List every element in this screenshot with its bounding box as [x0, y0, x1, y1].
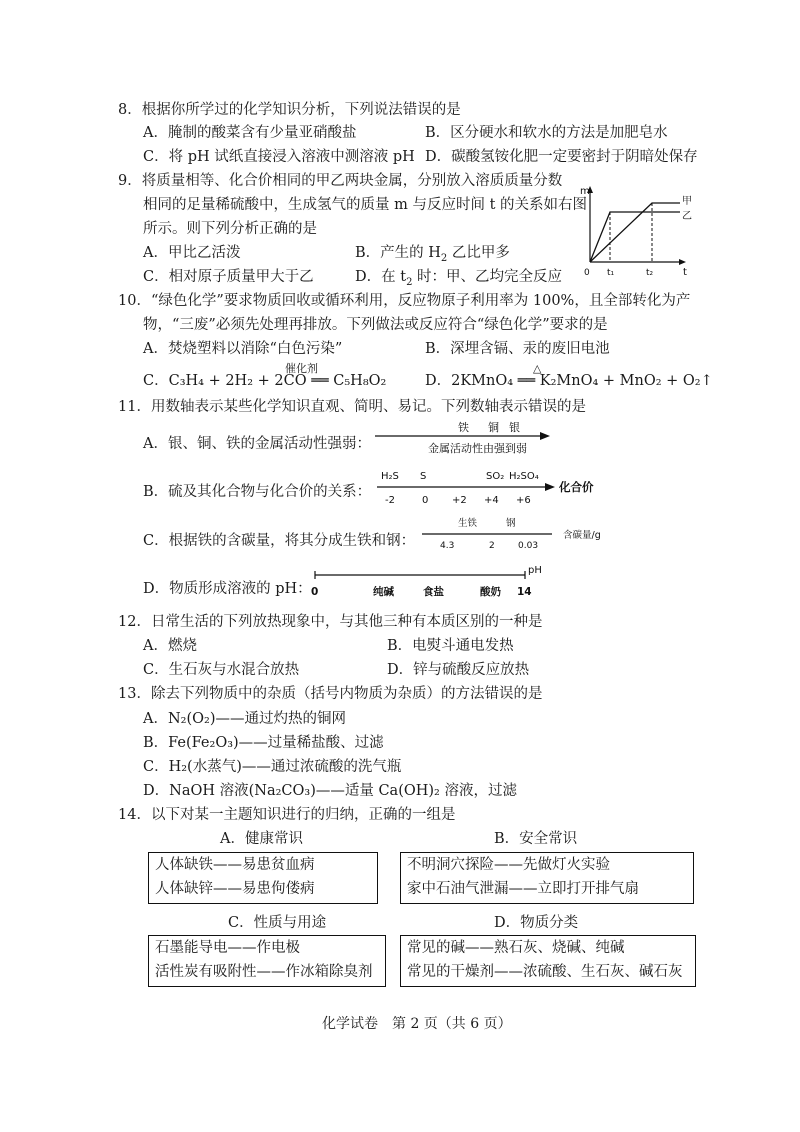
q11-d-axis	[305, 563, 555, 605]
label-ag: 银	[509, 421, 520, 434]
q10-stem-line2: 物，“三废”必须先处理再排放。下列做法或反应符合“绿色化学”要求的是	[143, 317, 608, 333]
t1-label: t₁	[607, 268, 615, 277]
q14-b-title: B．安全常识	[494, 831, 578, 847]
tick-soda-ash: 纯碱	[373, 586, 394, 598]
q12-stem: 12．日常生活的下列放热现象中，与其他三种有本质区别的一种是	[118, 614, 543, 630]
q9-mass-time-graph	[580, 182, 695, 277]
q9-option-c: C．相对原子质量甲大于乙	[143, 269, 314, 285]
q9-option-a: A．甲比乙活泼	[143, 245, 241, 261]
q8-option-d: D．碳酸氢铵化肥一定要密封于阴暗处保存	[425, 149, 698, 165]
label-steel: 钢	[506, 518, 516, 529]
q11-a-axis	[370, 418, 555, 460]
q9-option-b: B．产生的 $H_2$ 乙比甲多	[355, 245, 510, 264]
q10-option-d: D．2KMnO₄ ══ K₂MnO₄ + MnO₂ + O₂↑	[425, 373, 713, 389]
x-axis-arrow	[679, 259, 686, 265]
q12-option-d: D．锌与硫酸反应放热	[387, 662, 530, 678]
q8-stem: 8．根据你所学过的化学知识分析，下列说法错误的是	[118, 102, 461, 118]
b-axis-end-label: 化合价	[559, 480, 594, 494]
tick-0: 0	[422, 495, 429, 506]
d-axis-end-label: pH	[528, 565, 542, 576]
q13-option-b: B．Fe(Fe₂O₃)——过量稀盐酸、过滤	[143, 735, 384, 751]
c-axis-end-label: 含碳量/g	[563, 530, 601, 541]
label-s: S	[420, 471, 427, 482]
q11-d-text: D．物质形成溶液的 pH：	[143, 581, 312, 597]
q10-option-b: B．深埋含镉、汞的废旧电池	[425, 341, 610, 357]
q14-stem: 14．以下对某一主题知识进行的归纳，正确的一组是	[118, 807, 456, 823]
origin-label: 0	[584, 268, 590, 277]
tick-4-3: 4.3	[440, 541, 455, 551]
tick-ph14: 14	[517, 586, 532, 598]
q11-b-text: B．硫及其化合物与化合价的关系：	[143, 484, 372, 500]
series-jia-label: 甲	[682, 196, 692, 207]
y-axis-label: m	[580, 186, 590, 197]
label-so2: SO₂	[486, 471, 505, 482]
q8-option-b: B．区分硬水和软水的方法是加肥皂水	[425, 125, 668, 141]
tick-plus2: +2	[452, 495, 467, 506]
q14-c-line1: 石墨能导电——作电极	[155, 940, 300, 956]
q14-d-line2: 常见的干燥剂——浓硫酸、生石灰、碱石灰	[407, 964, 683, 980]
q10-stem-line1: 10．“绿色化学”要求物质回收或循环利用，反应物原子利用率为 100%，且全部转化为产	[118, 293, 691, 309]
q10-option-a: A．焚烧塑料以消除“白色污染”	[143, 341, 343, 357]
tick-salt: 食盐	[423, 586, 444, 598]
q8-option-a: A．腌制的酸菜含有少量亚硝酸盐	[143, 125, 357, 141]
q14-c-line2: 活性炭有吸附性——作冰箱除臭剂	[155, 964, 373, 980]
q8-option-c: C．将 pH 试纸直接浸入溶液中测溶液 pH	[143, 149, 415, 165]
x-axis-label: t	[683, 267, 687, 277]
q13-option-c: C．H₂(水蒸气)——通过浓硫酸的洗气瓶	[143, 759, 402, 775]
tick-0-03: 0.03	[518, 541, 539, 551]
label-fe: 铁	[458, 421, 469, 434]
a-axis-arrow	[540, 432, 550, 440]
q13-stem: 13．除去下列物质中的杂质（括号内物质为杂质）的方法错误的是	[118, 686, 543, 702]
q9-stem-line1: 9．将质量相等、化合价相同的甲乙两块金属，分别放入溶质质量分数	[118, 173, 563, 189]
label-pig-iron: 生铁	[458, 518, 478, 529]
t2-label: t₂	[646, 268, 654, 277]
tick-yogurt: 酸奶	[480, 586, 501, 598]
page-footer: 化学试卷 第 2 页（共 6 页）	[322, 1016, 512, 1032]
q11-a-text: A．银、铜、铁的金属活动性强弱：	[143, 436, 371, 452]
a-axis-caption: 金属活动性由强到弱	[428, 442, 527, 455]
q10-c-condition: 催化剂	[285, 362, 318, 375]
tick-neg2: -2	[385, 495, 395, 506]
q12-option-c: C．生石灰与水混合放热	[143, 662, 300, 678]
q11-stem: 11．用数轴表示某些化学知识直观、简明、易记。下列数轴表示错误的是	[118, 399, 586, 415]
label-h2s: H₂S	[381, 471, 399, 482]
q9-stem-line3: 所示。则下列分析正确的是	[143, 221, 317, 237]
q14-b-line2: 家中石油气泄漏——立即打开排气扇	[407, 881, 639, 897]
label-cu: 铜	[488, 421, 499, 434]
q11-b-axis	[375, 466, 615, 508]
q14-a-line1: 人体缺铁——易患贫血病	[155, 857, 315, 873]
label-h2so4: H₂SO₄	[509, 471, 539, 482]
q9-option-d: D．在 $t_2$ 时：甲、乙均完全反应	[355, 269, 563, 288]
q12-option-a: A．燃烧	[143, 638, 197, 654]
series-yi-label: 乙	[682, 211, 692, 222]
tick-plus6: +6	[516, 495, 531, 506]
q14-d-title: D．物质分类	[494, 915, 579, 931]
q12-option-b: B．电熨斗通电发热	[387, 638, 514, 654]
q11-c-axis	[420, 514, 620, 556]
q14-c-title: C．性质与用途	[228, 915, 327, 931]
q10-option-c: C．C₃H₄ + 2H₂ + 2CO ══ C₅H₈O₂	[143, 373, 387, 389]
q13-option-a: A．N₂(O₂)——通过灼热的铜网	[143, 711, 346, 727]
q9-stem-line2: 相同的足量稀硫酸中，生成氢气的质量 m 与反应时间 t 的关系如右图	[143, 197, 588, 213]
tick-ph0: 0	[311, 586, 319, 598]
q11-c-text: C．根据铁的含碳量，将其分成生铁和钢：	[143, 533, 416, 549]
q14-d-line1: 常见的碱——熟石灰、烧碱、纯碱	[407, 940, 625, 956]
q14-b-line1: 不明洞穴探险——先做灯火实验	[407, 857, 610, 873]
q14-a-title: A．健康常识	[220, 831, 303, 847]
b-axis-arrow	[545, 483, 555, 491]
q14-a-line2: 人体缺锌——易患佝偻病	[155, 881, 315, 897]
tick-2: 2	[489, 541, 495, 551]
tick-plus4: +4	[484, 495, 499, 506]
q13-option-d: D．NaOH 溶液(Na₂CO₃)——适量 Ca(OH)₂ 溶液，过滤	[143, 783, 517, 799]
q10-d-condition: △	[533, 362, 542, 375]
